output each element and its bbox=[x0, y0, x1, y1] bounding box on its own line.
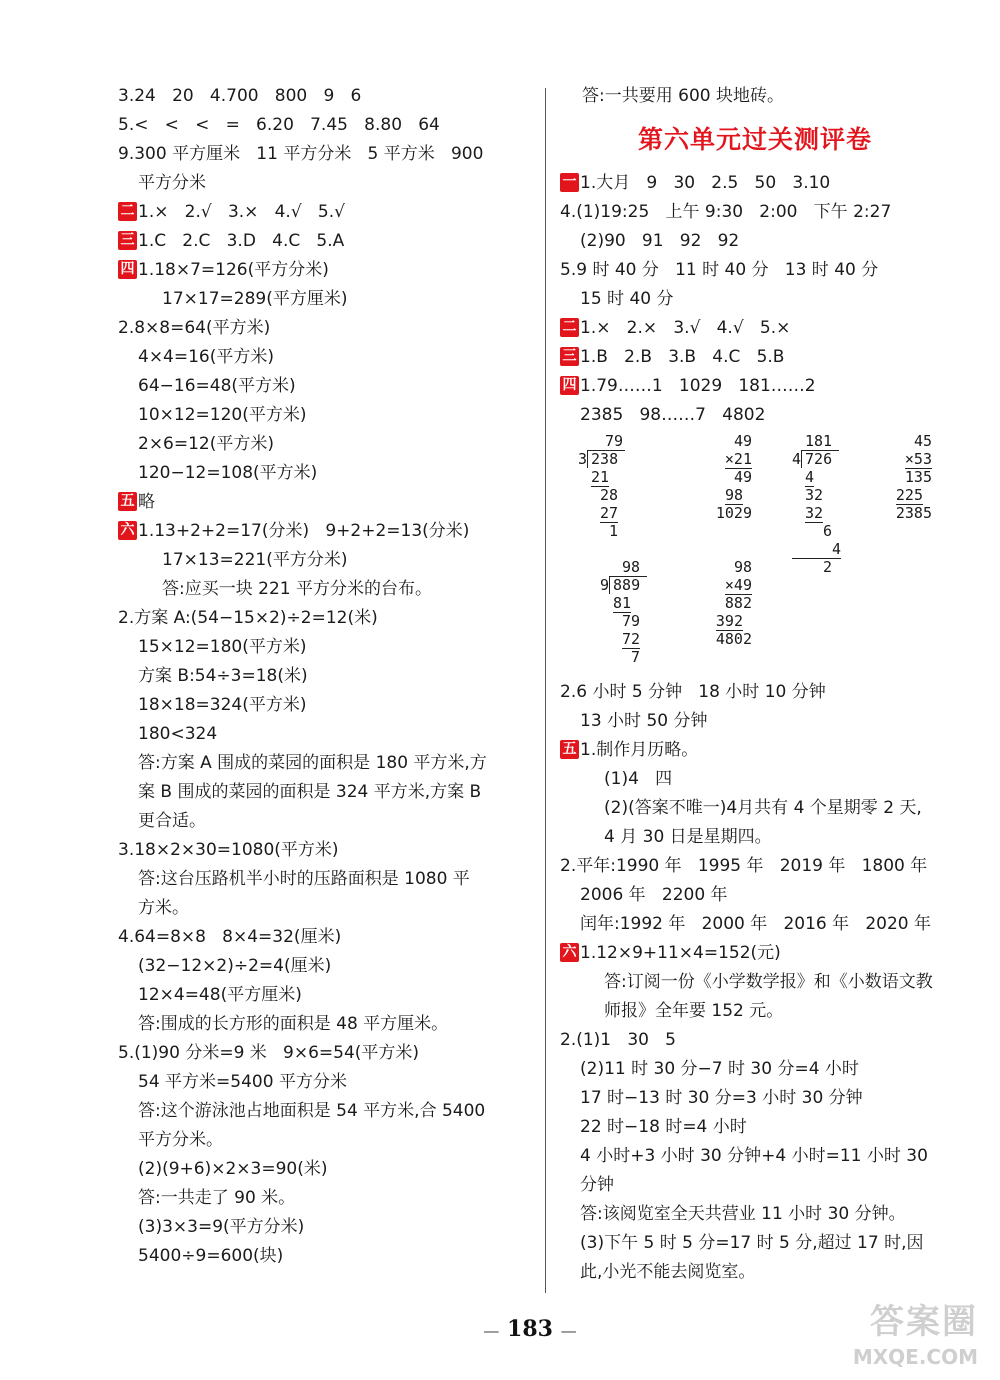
answer-text: 10×12=120(平方米) bbox=[138, 405, 307, 425]
remainder: 7 bbox=[631, 648, 641, 666]
answer-text: 5400÷9=600(块) bbox=[138, 1246, 284, 1266]
partial-product: 225 bbox=[895, 486, 923, 504]
unit-six-answers-part1 bbox=[560, 169, 980, 430]
section-badge: 六 bbox=[118, 521, 137, 540]
answer-line bbox=[118, 1213, 528, 1242]
answer-text: 4.64=8×8 8×4=32(厘米) bbox=[118, 927, 342, 947]
answer-text: 1.× 2.√ 3.× 4.√ 5.√ bbox=[138, 202, 345, 222]
section-title: 第六单元过关测评卷 bbox=[637, 125, 872, 154]
answer-line bbox=[560, 1026, 980, 1055]
answer-text: 师报》全年要 152 元。 bbox=[604, 1001, 784, 1021]
answer-line bbox=[118, 633, 528, 662]
section-badge: 三 bbox=[118, 231, 137, 250]
answer-text: 180<324 bbox=[138, 724, 218, 744]
answer-line bbox=[560, 82, 980, 111]
answer-text: 2.6 小时 5 分钟 18 小时 10 分钟 bbox=[560, 682, 826, 702]
answer-text: 2385 98……7 4802 bbox=[580, 405, 766, 425]
answer-line bbox=[118, 1068, 528, 1097]
answer-text: 17×13=221(平方分米) bbox=[162, 550, 348, 570]
multiplier: ×21 bbox=[724, 450, 752, 468]
remainder: 1 bbox=[609, 522, 619, 540]
section-badge: 二 bbox=[560, 318, 579, 337]
answer-line bbox=[118, 198, 528, 227]
answer-text: 5.9 时 40 分 11 时 40 分 13 时 40 分 bbox=[560, 260, 879, 280]
answer-text: 2006 年 2200 年 bbox=[580, 885, 728, 905]
answer-text: 2.方案 A:(54−15×2)÷2=12(米) bbox=[118, 608, 378, 628]
subtrahend: 32 bbox=[805, 504, 824, 522]
answer-line bbox=[560, 227, 980, 256]
answer-text: 17 时−13 时 30 分=3 小时 30 分钟 bbox=[580, 1088, 863, 1108]
subtrahend: 4 bbox=[805, 468, 815, 486]
answer-line bbox=[560, 881, 980, 910]
subtrahend: 21 bbox=[591, 468, 610, 486]
answer-line bbox=[118, 111, 528, 140]
answer-line bbox=[560, 343, 980, 372]
answer-text: 更合适。 bbox=[138, 811, 206, 831]
answer-text: (2)(答案不唯一)4月共有 4 个星期零 2 天, bbox=[604, 798, 922, 818]
partial-product: 98 bbox=[724, 486, 743, 504]
answer-line bbox=[560, 1084, 980, 1113]
answer-text: 2×6=12(平方米) bbox=[138, 434, 275, 454]
answer-text: 分钟 bbox=[580, 1175, 614, 1195]
answer-text: 平方分米 bbox=[138, 173, 206, 193]
multiplier: ×53 bbox=[904, 450, 932, 468]
answer-text: 方案 B:54÷3=18(米) bbox=[138, 666, 308, 686]
answer-text: 17×17=289(平方厘米) bbox=[162, 289, 348, 309]
remainder: 2 bbox=[823, 558, 833, 576]
answer-line bbox=[118, 227, 528, 256]
partial-remainder: 79 bbox=[622, 612, 641, 630]
answer-line bbox=[118, 1039, 528, 1068]
dividend: 726 bbox=[805, 450, 833, 468]
column-divider bbox=[545, 88, 546, 1293]
answer-line bbox=[560, 1258, 980, 1287]
answer-line bbox=[118, 923, 528, 952]
answer-line bbox=[118, 517, 528, 546]
answer-line bbox=[118, 865, 528, 894]
answer-line bbox=[118, 662, 528, 691]
section-badge: 二 bbox=[118, 202, 137, 221]
answer-line bbox=[118, 430, 528, 459]
answer-text: 2.8×8=64(平方米) bbox=[118, 318, 271, 338]
answer-line bbox=[560, 823, 980, 852]
product: 1029 bbox=[715, 504, 752, 522]
dividend: 238 bbox=[591, 450, 619, 468]
answer-line bbox=[118, 1184, 528, 1213]
answer-text: 1.C 2.C 3.D 4.C 5.A bbox=[138, 231, 345, 251]
answer-text: 64−16=48(平方米) bbox=[138, 376, 296, 396]
quotient: 79 bbox=[605, 432, 624, 450]
vertical-calculations bbox=[560, 430, 980, 678]
answer-line bbox=[560, 1200, 980, 1229]
previous-answer-continued bbox=[560, 82, 980, 111]
answer-text: 9.300 平方厘米 11 平方分米 5 平方米 900 bbox=[118, 144, 484, 164]
partial-product: 135 bbox=[904, 468, 932, 486]
answer-text: (2)90 91 92 92 bbox=[580, 231, 740, 251]
quotient: 98 bbox=[622, 558, 641, 576]
section-badge: 三 bbox=[560, 347, 579, 366]
multiplier: ×49 bbox=[724, 576, 752, 594]
answer-line bbox=[560, 736, 980, 765]
answer-line bbox=[118, 836, 528, 865]
watermark bbox=[828, 1300, 978, 1370]
answer-text: 1.大月 9 30 2.5 50 3.10 bbox=[580, 173, 831, 193]
answer-line bbox=[560, 794, 980, 823]
division-889-by-9 bbox=[600, 558, 640, 666]
answer-line bbox=[118, 1010, 528, 1039]
answer-text: 1.B 2.B 3.B 4.C 5.B bbox=[580, 347, 785, 367]
right-column bbox=[560, 82, 980, 1287]
answer-line bbox=[560, 401, 980, 430]
answer-line bbox=[560, 169, 980, 198]
product: 4802 bbox=[715, 630, 752, 648]
left-column bbox=[118, 82, 528, 1271]
answer-line bbox=[118, 952, 528, 981]
answer-line bbox=[118, 1126, 528, 1155]
subtrahend: 4 bbox=[792, 540, 841, 559]
multiplicand: 49 bbox=[733, 432, 752, 450]
partial-product: 882 bbox=[724, 594, 752, 612]
answer-line bbox=[118, 1155, 528, 1184]
page-dash-left: — bbox=[483, 1321, 500, 1340]
section-badge: 五 bbox=[560, 740, 579, 759]
answer-text: 1.13+2+2=17(分米) 9+2+2=13(分米) bbox=[138, 521, 470, 541]
answer-line bbox=[118, 720, 528, 749]
answer-line bbox=[560, 198, 980, 227]
product: 2385 bbox=[895, 504, 932, 522]
subtrahend: 27 bbox=[600, 504, 619, 522]
answer-text: 答:订阅一份《小学数学报》和《小数语文教 bbox=[604, 972, 933, 992]
answer-line bbox=[118, 401, 528, 430]
answer-line bbox=[560, 765, 980, 794]
answer-line bbox=[118, 343, 528, 372]
answer-line bbox=[118, 575, 528, 604]
answer-text: 1.12×9+11×4=152(元) bbox=[580, 943, 781, 963]
answer-line bbox=[560, 968, 980, 997]
division-bracket bbox=[609, 576, 647, 594]
multiplicand: 98 bbox=[733, 558, 752, 576]
answer-text: 答:应买一块 221 平方分米的台布。 bbox=[162, 579, 432, 599]
answer-text: 答:该阅览室全天共营业 11 小时 30 分钟。 bbox=[580, 1204, 906, 1224]
quotient: 181 bbox=[805, 432, 833, 450]
answer-line bbox=[118, 285, 528, 314]
answer-text: (3)3×3=9(平方分米) bbox=[138, 1217, 305, 1237]
answer-text: 2.(1)1 30 5 bbox=[560, 1030, 676, 1050]
answer-line bbox=[560, 1229, 980, 1258]
section-badge: 一 bbox=[560, 173, 579, 192]
answer-line bbox=[560, 852, 980, 881]
partial-remainder: 6 bbox=[823, 522, 833, 540]
answer-line bbox=[118, 169, 528, 198]
answer-text: 略 bbox=[138, 492, 155, 512]
answer-text: 5.(1)90 分米=9 米 9×6=54(平方米) bbox=[118, 1043, 420, 1063]
answer-line bbox=[118, 256, 528, 285]
page-dash-right: — bbox=[560, 1321, 577, 1340]
answer-line bbox=[118, 314, 528, 343]
answer-line bbox=[560, 1171, 980, 1200]
answer-text: 答:方案 A 围成的菜园的面积是 180 平方米,方 bbox=[138, 753, 487, 773]
division-bracket bbox=[587, 450, 625, 468]
answer-line bbox=[118, 459, 528, 488]
page-number bbox=[450, 1316, 610, 1342]
answer-line bbox=[118, 372, 528, 401]
answer-line bbox=[118, 691, 528, 720]
answer-text: 1.制作月历略。 bbox=[580, 740, 699, 760]
section-badge: 五 bbox=[118, 492, 137, 511]
answer-text: 1.× 2.× 3.√ 4.√ 5.× bbox=[580, 318, 791, 338]
partial-remainder: 32 bbox=[805, 486, 824, 504]
answer-line bbox=[118, 807, 528, 836]
answer-line bbox=[118, 604, 528, 633]
answer-text: 15×12=180(平方米) bbox=[138, 637, 307, 657]
multiplication-45-by-53 bbox=[866, 432, 932, 522]
answer-text: (32−12×2)÷2=4(厘米) bbox=[138, 956, 332, 976]
division-726-by-4 bbox=[792, 432, 841, 576]
multiplicand: 45 bbox=[913, 432, 932, 450]
unit-six-answers-part2 bbox=[560, 678, 980, 1287]
answer-line bbox=[118, 749, 528, 778]
answer-line bbox=[118, 1242, 528, 1271]
answer-line bbox=[560, 707, 980, 736]
section-badge: 六 bbox=[560, 943, 579, 962]
answer-line bbox=[560, 372, 980, 401]
answer-line bbox=[560, 256, 980, 285]
answer-text: 13 小时 50 分钟 bbox=[580, 711, 708, 731]
answer-text: 4 月 30 日是星期四。 bbox=[604, 827, 772, 847]
answer-line bbox=[118, 1097, 528, 1126]
partial-product: 392 bbox=[715, 612, 743, 630]
partial-remainder: 28 bbox=[600, 486, 619, 504]
answer-text: 答:围成的长方形的面积是 48 平方厘米。 bbox=[138, 1014, 449, 1034]
multiplication-98-by-49 bbox=[688, 558, 752, 648]
answer-text: 闰年:1992 年 2000 年 2016 年 2020 年 bbox=[580, 914, 932, 934]
answer-text: 15 时 40 分 bbox=[580, 289, 674, 309]
division-bracket bbox=[801, 450, 839, 468]
watermark-logo: 答案圈 bbox=[870, 1302, 978, 1342]
answer-text: 方米。 bbox=[138, 898, 189, 918]
answer-text: 4 小时+3 小时 30 分钟+4 小时=11 小时 30 bbox=[580, 1146, 928, 1166]
answer-line bbox=[118, 140, 528, 169]
answer-text: 1.18×7=126(平方分米) bbox=[138, 260, 329, 280]
divisor: 3 bbox=[578, 450, 588, 468]
answer-line bbox=[560, 939, 980, 968]
answer-line bbox=[560, 1113, 980, 1142]
answer-text: 5.< < < = 6.20 7.45 8.80 64 bbox=[118, 115, 440, 135]
section-badge: 四 bbox=[118, 260, 137, 279]
answer-text: 案 B 围成的菜园的面积是 324 平方米,方案 B bbox=[138, 782, 482, 802]
answer-text: 120−12=108(平方米) bbox=[138, 463, 318, 483]
answer-line bbox=[560, 285, 980, 314]
answer-line bbox=[118, 778, 528, 807]
answer-text: 22 时−18 时=4 小时 bbox=[580, 1117, 747, 1137]
answer-line bbox=[560, 910, 980, 939]
answer-line bbox=[118, 82, 528, 111]
answer-text: 18×18=324(平方米) bbox=[138, 695, 307, 715]
answer-line bbox=[118, 488, 528, 517]
answer-text: 3.24 20 4.700 800 9 6 bbox=[118, 86, 362, 106]
section-badge: 四 bbox=[560, 376, 579, 395]
subtrahend: 81 bbox=[613, 594, 632, 612]
answer-text: 答:一共走了 90 米。 bbox=[138, 1188, 296, 1208]
answer-text: (3)下午 5 时 5 分=17 时 5 分,超过 17 时,因 bbox=[580, 1233, 924, 1253]
answer-text: 2.平年:1990 年 1995 年 2019 年 1800 年 bbox=[560, 856, 928, 876]
answer-text: 4.(1)19:25 上午 9:30 2:00 下午 2:27 bbox=[560, 202, 892, 222]
answer-line bbox=[118, 981, 528, 1010]
answer-line bbox=[560, 678, 980, 707]
answer-text: 3.18×2×30=1080(平方米) bbox=[118, 840, 339, 860]
divisor: 4 bbox=[792, 450, 802, 468]
answer-text: (2)(9+6)×2×3=90(米) bbox=[138, 1159, 328, 1179]
page-number-value: 183 bbox=[507, 1316, 553, 1342]
division-238-by-3 bbox=[578, 432, 623, 540]
answer-text: 12×4=48(平方厘米) bbox=[138, 985, 302, 1005]
subtrahend: 72 bbox=[622, 630, 641, 648]
answer-text: 此,小光不能去阅览室。 bbox=[580, 1262, 756, 1282]
answer-line bbox=[560, 1142, 980, 1171]
answer-text: (2)11 时 30 分−7 时 30 分=4 小时 bbox=[580, 1059, 859, 1079]
answer-text: 4×4=16(平方米) bbox=[138, 347, 275, 367]
answer-text: 平方分米。 bbox=[138, 1130, 223, 1150]
dividend: 889 bbox=[613, 576, 641, 594]
answer-text: 答:这台压路机半小时的压路面积是 1080 平 bbox=[138, 869, 470, 889]
answer-line bbox=[118, 546, 528, 575]
partial-product: 49 bbox=[733, 468, 752, 486]
answer-text: 答:一共要用 600 块地砖。 bbox=[582, 86, 784, 106]
answer-text: 1.79……1 1029 181……2 bbox=[580, 376, 816, 396]
answer-line bbox=[560, 1055, 980, 1084]
watermark-url: MXQE.COM bbox=[852, 1345, 978, 1369]
answer-text: 54 平方米=5400 平方分米 bbox=[138, 1072, 347, 1092]
answer-line bbox=[118, 894, 528, 923]
answer-line bbox=[560, 314, 980, 343]
answer-text: (1)4 四 bbox=[604, 769, 673, 789]
divisor: 9 bbox=[600, 576, 610, 594]
answer-text: 答:这个游泳池占地面积是 54 平方米,合 5400 bbox=[138, 1101, 486, 1121]
multiplication-49-by-21 bbox=[688, 432, 752, 522]
answer-line bbox=[560, 997, 980, 1026]
